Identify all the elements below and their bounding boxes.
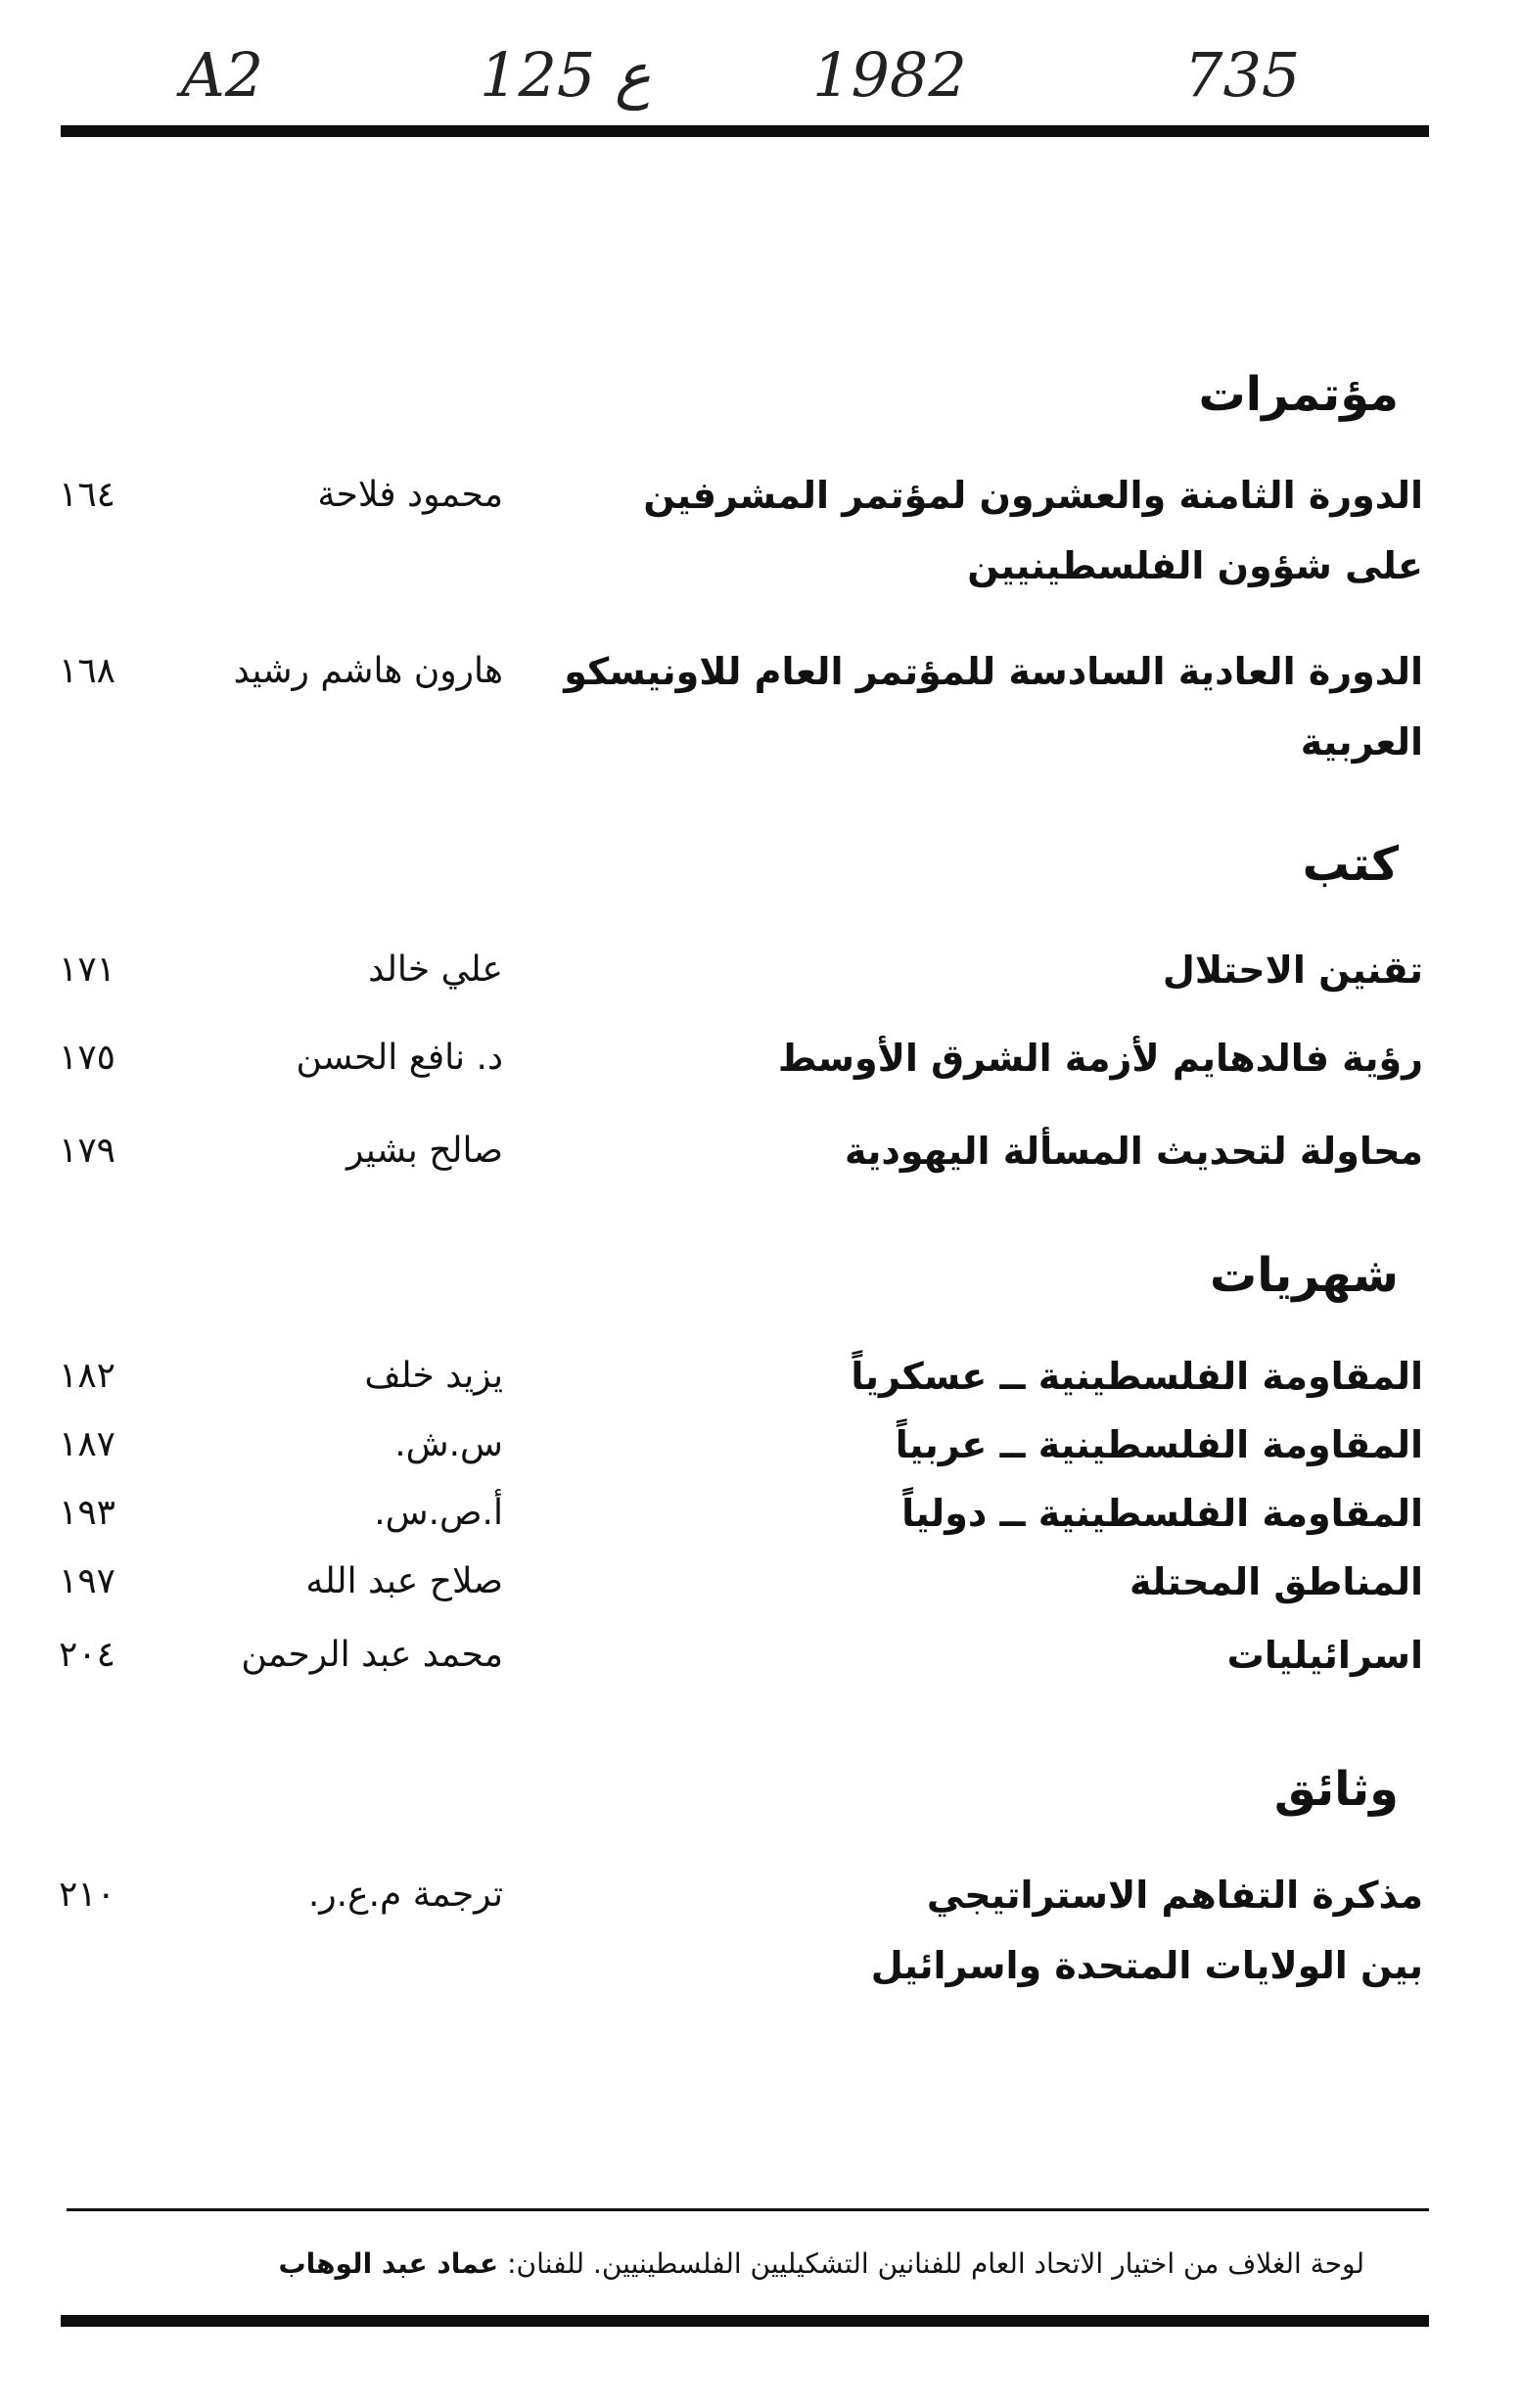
entry-author: هارون هاشم رشيد	[233, 651, 503, 691]
entry-title-line: اسرائيليات	[1226, 1634, 1423, 1677]
entry-title[interactable]	[643, 460, 1423, 601]
entry-page-number: ١٦٤	[59, 475, 116, 515]
entry-page-number: ١٩٧	[59, 1561, 116, 1601]
entry-title-line: العربية	[1300, 720, 1423, 764]
entry-title[interactable]	[901, 1478, 1423, 1549]
entry-page-number: ١٦٨	[59, 651, 116, 691]
entry-title[interactable]	[871, 1860, 1423, 2001]
toc-entry	[0, 1341, 1521, 1398]
entry-title[interactable]	[1163, 935, 1423, 1005]
top-divider	[61, 125, 1429, 137]
entry-title-line: مذكرة التفاهم الاستراتيجي	[926, 1874, 1423, 1917]
entry-author: س.ش.	[394, 1424, 503, 1464]
section-title-documents: وثائق	[1273, 1762, 1399, 1817]
handwritten-note: 125 ع	[480, 39, 652, 111]
cover-artist-name: عماد عبد الوهاب	[278, 2247, 499, 2280]
toc-entry	[0, 1478, 1521, 1535]
entry-author: علي خالد	[368, 949, 503, 990]
handwritten-note: 1982	[812, 39, 967, 111]
cover-credit-text: لوحة الغلاف من اختيار الاتحاد العام للفنانين التشكيليين الفلسطينيين. للفنان:	[507, 2247, 1364, 2280]
entry-author: صلاح عبد الله	[305, 1561, 503, 1601]
section-title-conferences: مؤتمرات	[1198, 367, 1399, 422]
toc-entry	[0, 1547, 1521, 1603]
entry-page-number: ١٩٣	[59, 1493, 116, 1533]
cover-credit	[278, 2240, 1364, 2289]
entry-title-line: تقنين الاحتلال	[1162, 949, 1423, 992]
toc-entry	[0, 935, 1521, 992]
entry-page-number: ١٨٢	[59, 1356, 116, 1396]
entry-page-number: ٢١٠	[59, 1875, 116, 1915]
entry-title[interactable]	[1227, 1620, 1423, 1690]
entry-author: محمود فلاحة	[317, 475, 503, 515]
toc-entry	[0, 636, 1521, 764]
entry-page-number: ١٧٩	[59, 1131, 116, 1171]
toc-entry	[0, 460, 1521, 587]
entry-author: أ.ص.س.	[374, 1493, 503, 1533]
entry-title-line: بين الولايات المتحدة واسرائيل	[870, 1944, 1423, 1987]
toc-entry	[0, 1116, 1521, 1173]
bottom-divider	[61, 2315, 1429, 2327]
entry-author: د. نافع الحسن	[296, 1038, 503, 1078]
entry-author: محمد عبد الرحمن	[241, 1635, 503, 1675]
entry-title[interactable]	[851, 1341, 1423, 1412]
entry-title-line: المناطق المحتلة	[1129, 1560, 1423, 1603]
section-title-monthlies: شهريات	[1209, 1248, 1399, 1303]
toc-entry	[0, 1023, 1521, 1080]
entry-title-line: على شؤون الفلسطينيين	[967, 544, 1423, 587]
entry-title[interactable]	[896, 1410, 1423, 1480]
toc-entry	[0, 1620, 1521, 1677]
entry-title[interactable]	[564, 636, 1423, 777]
entry-title-line: المقاومة الفلسطينية ــ عربياً	[895, 1423, 1423, 1466]
footer-divider	[67, 2208, 1429, 2211]
handwritten-note: A2	[181, 39, 264, 111]
section-title-books: كتب	[1302, 837, 1399, 892]
entry-page-number: ١٧١	[59, 949, 116, 990]
entry-title-line: المقاومة الفلسطينية ــ دولياً	[901, 1492, 1423, 1535]
entry-page-number: ١٧٥	[59, 1038, 116, 1078]
entry-author: يزيد خلف	[364, 1356, 503, 1396]
toc-entry	[0, 1410, 1521, 1466]
entry-title[interactable]	[1129, 1547, 1423, 1617]
toc-entry	[0, 1860, 1521, 1987]
entry-page-number: ١٨٧	[59, 1424, 116, 1464]
entry-title-line: الدورة العادية السادسة للمؤتمر العام للاونيسكو	[564, 650, 1423, 693]
entry-title-line: المقاومة الفلسطينية ــ عسكرياً	[851, 1355, 1423, 1398]
entry-title[interactable]	[778, 1023, 1423, 1093]
entry-author: ترجمة م.ع.ر.	[307, 1875, 503, 1915]
handwritten-note: 735	[1184, 39, 1301, 111]
entry-author: صالح بشير	[346, 1131, 503, 1171]
entry-title-line: الدورة الثامنة والعشرون لمؤتمر المشرفين	[643, 474, 1423, 517]
entry-title-line: محاولة لتحديث المسألة اليهودية	[845, 1130, 1423, 1173]
entry-title-line: رؤية فالدهايم لأزمة الشرق الأوسط	[777, 1037, 1423, 1080]
entry-title[interactable]	[845, 1116, 1423, 1186]
entry-page-number: ٢٠٤	[59, 1635, 116, 1675]
